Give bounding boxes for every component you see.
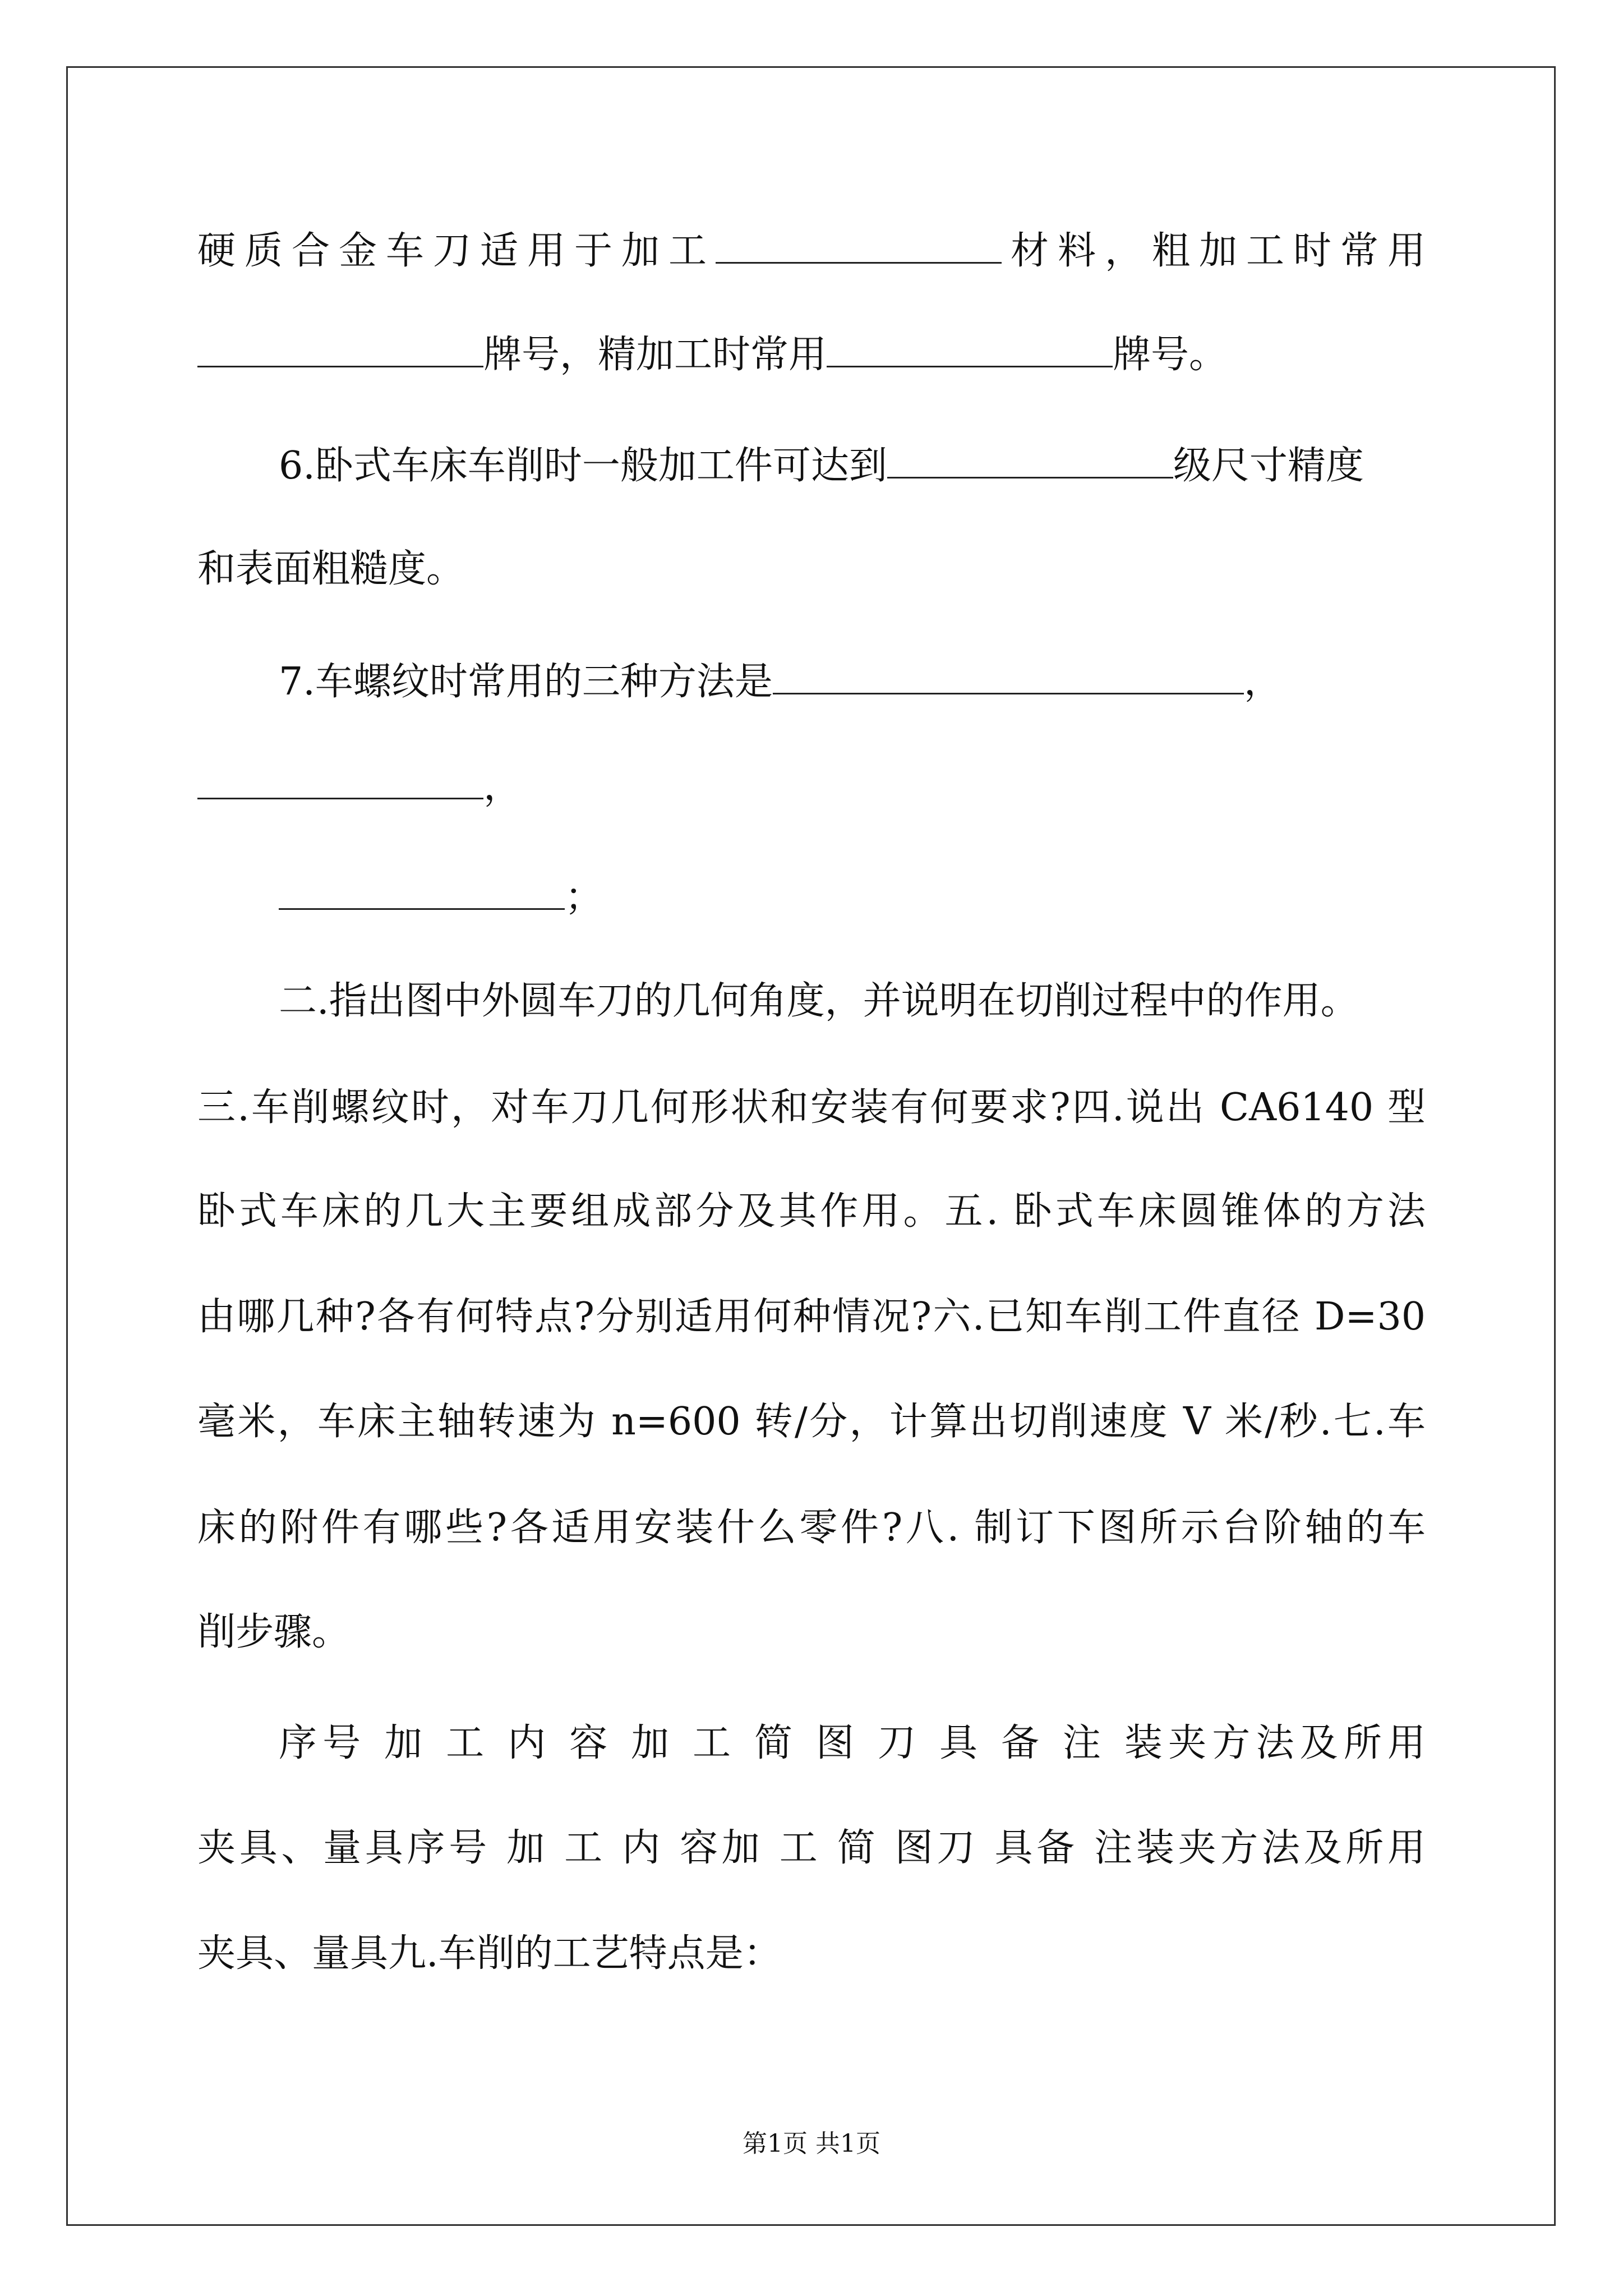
q5-text-4: 牌号。 — [1113, 333, 1228, 377]
section-line: 床的附件有哪些?各适用安装什么零件?八. 制订下图所示台阶轴的车 — [197, 1506, 1426, 1550]
answer-blank[interactable] — [197, 763, 483, 799]
section-line: 二.指出图中外圆车刀的几何角度，并说明在切削过程中的作用。 — [279, 979, 1359, 1023]
answer-blank[interactable] — [197, 331, 483, 367]
table-header-line: 夹具、量具序号 加 工 内 容加 工 简 图刀 具备 注装夹方法及所用 — [197, 1826, 1426, 1870]
answer-blank[interactable] — [827, 331, 1113, 367]
q5-line-1 — [197, 227, 1426, 272]
table-header-line: 序号 加 工 内 容 加 工 简 图 刀 具 备 注 装夹方法及所用 — [279, 1721, 1426, 1765]
section-line: 由哪几种?各有何特点?分别适用何种情况?六.已知车削工件直径 D=30 — [197, 1295, 1426, 1339]
q7-text-3: ， — [483, 765, 522, 809]
section-line: 卧式车床的几大主要组成部分及其作用。五. 卧式车床圆锥体的方法 — [197, 1189, 1426, 1234]
q6-line-1 — [279, 442, 1364, 487]
page-border — [66, 66, 1556, 2226]
answer-blank[interactable] — [716, 227, 1002, 264]
q5-text-2: 材料，粗加工时常用 — [1001, 229, 1426, 273]
q6-text-3: 和表面粗糙度。 — [197, 547, 465, 591]
answer-blank[interactable] — [279, 873, 565, 910]
answer-blank[interactable] — [887, 442, 1173, 478]
section-line: 削步骤。 — [197, 1610, 351, 1654]
q7-line-1 — [279, 658, 1282, 703]
q7-line-2 — [197, 763, 522, 808]
table-header-line: 夹具、量具九.车削的工艺特点是： — [197, 1931, 782, 1976]
answer-blank[interactable] — [773, 658, 1244, 694]
q5-text-1: 硬质合金车刀适用于加工 — [197, 229, 716, 273]
q7-text-2: ， — [1243, 660, 1282, 704]
section-line: 三.车削螺纹时，对车刀几何形状和安装有何要求?四.说出 CA6140 型 — [197, 1085, 1426, 1130]
page-footer: 第1页 共1页 — [743, 2129, 880, 2158]
q5-text-3: 牌号，精加工时常用 — [483, 333, 827, 377]
q5-line-2 — [197, 331, 1227, 376]
q6-text-1: 6.卧式车床车削时一般加工件可达到 — [279, 444, 887, 488]
q7-text-1: 7.车螺纹时常用的三种方法是 — [279, 660, 773, 704]
q7-text-4: ； — [565, 875, 603, 919]
q7-line-3 — [279, 873, 603, 918]
section-line: 毫米，车床主轴转速为 n=600 转/分，计算出切削速度 V 米/秒.七.车 — [197, 1400, 1426, 1444]
q6-text-2: 级尺寸精度 — [1173, 444, 1364, 488]
q6-line-2 — [197, 547, 464, 592]
